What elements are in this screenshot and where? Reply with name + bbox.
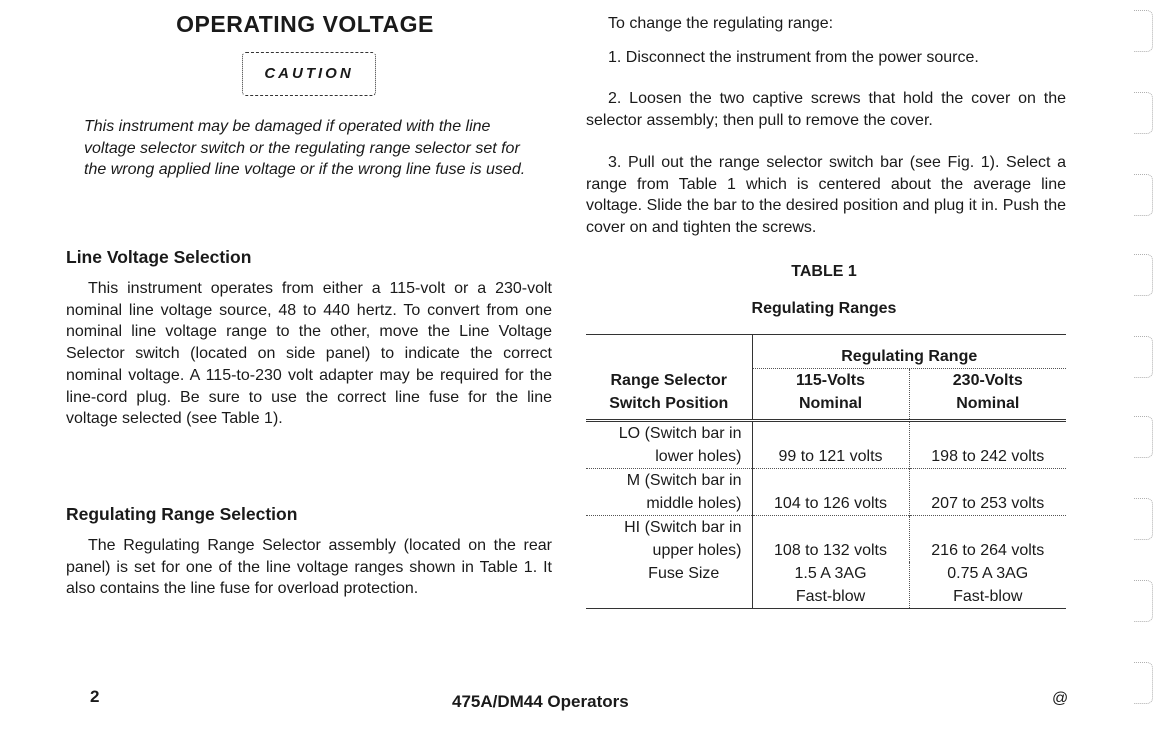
page-number: 2 bbox=[90, 687, 100, 706]
caution-box bbox=[242, 52, 376, 96]
regulating-heading: Regulating Range Selection bbox=[66, 504, 298, 524]
page-title: OPERATING VOLTAGE bbox=[176, 11, 434, 37]
regulating-body: The Regulating Range Selector assembly (located on the rear panel) is set for one of the line voltage ranges shown in Table 1. It also contains the line fuse for overload protection. bbox=[66, 537, 552, 598]
index-tab-icon bbox=[1134, 92, 1153, 134]
change-range-section bbox=[586, 13, 1066, 239]
table-row: M (Switch bar in middle holes) 104 to 126 volts 207 to 253 volts bbox=[586, 469, 1066, 516]
header-regulating-range: Regulating Range bbox=[752, 335, 1066, 369]
line-voltage-section bbox=[66, 247, 552, 430]
index-tab-icon bbox=[1134, 580, 1153, 622]
table-row-fuse: Fuse Size 1.5 A 3AG Fast-blow 0.75 A 3AG Fast-blow bbox=[586, 562, 1066, 609]
table-row: HI (Switch bar in upper holes) 108 to 132 volts 216 to 264 volts bbox=[586, 516, 1066, 563]
line-voltage-heading: Line Voltage Selection bbox=[66, 247, 252, 267]
index-tab-icon bbox=[1134, 174, 1153, 216]
table-row: LO (Switch bar in lower holes) 99 to 121 volts 198 to 242 volts bbox=[586, 421, 1066, 469]
index-tab-icon bbox=[1134, 336, 1153, 378]
line-voltage-body: This instrument operates from either a 115-volt or a 230-volt nominal line voltage source, 48 to 440 hertz. To convert from one nominal line voltage range to the other, move the Line Voltage Selector switch (located on side panel) to indicate the correct nominal voltage. A 115-to-230 volt adapter may be required for the line-cord plug. Be sure to use the correct line fuse for the line voltage selected (see Table 1). bbox=[66, 280, 552, 428]
header-range-selector: Range Selector Switch Position bbox=[586, 335, 752, 421]
header-230v: 230-Volts Nominal bbox=[952, 372, 1023, 412]
header-115v: 115-Volts Nominal bbox=[752, 369, 909, 421]
caution-text: This instrument may be damaged if operated with the line voltage selector switch or the regulating range selector set for the wrong applied line voltage or if the wrong line fuse is used. bbox=[84, 118, 526, 178]
regulating-range-table bbox=[586, 334, 1066, 609]
table-number: TABLE 1 bbox=[791, 263, 857, 280]
index-tab-icon bbox=[1134, 498, 1153, 540]
change-intro: To change the regulating range: bbox=[608, 15, 834, 32]
document-title: 475A/DM44 Operators bbox=[452, 692, 629, 711]
footer-mark: @ bbox=[1052, 690, 1069, 707]
index-tab-icon bbox=[1134, 10, 1153, 52]
step-1: 1. Disconnect the instrument from the power source. bbox=[608, 48, 979, 66]
index-tab-icon bbox=[1134, 254, 1153, 296]
table-caption: Regulating Ranges bbox=[751, 300, 897, 317]
step-3: 3. Pull out the range selector switch bar (see Fig. 1). Select a range from Table 1 which is centered about the average line voltage. Slide the bar to the desired position and plug it in. Push the cover on and tighten the screws. bbox=[586, 153, 1066, 236]
index-tab-icon bbox=[1134, 416, 1153, 458]
regulating-section bbox=[66, 504, 552, 600]
step-2: 2. Loosen the two captive screws that hold the cover on the selector assembly; then pull to remove the cover. bbox=[586, 90, 1066, 130]
index-tab-icon bbox=[1134, 662, 1153, 704]
caution-label: CAUTION bbox=[264, 65, 354, 82]
